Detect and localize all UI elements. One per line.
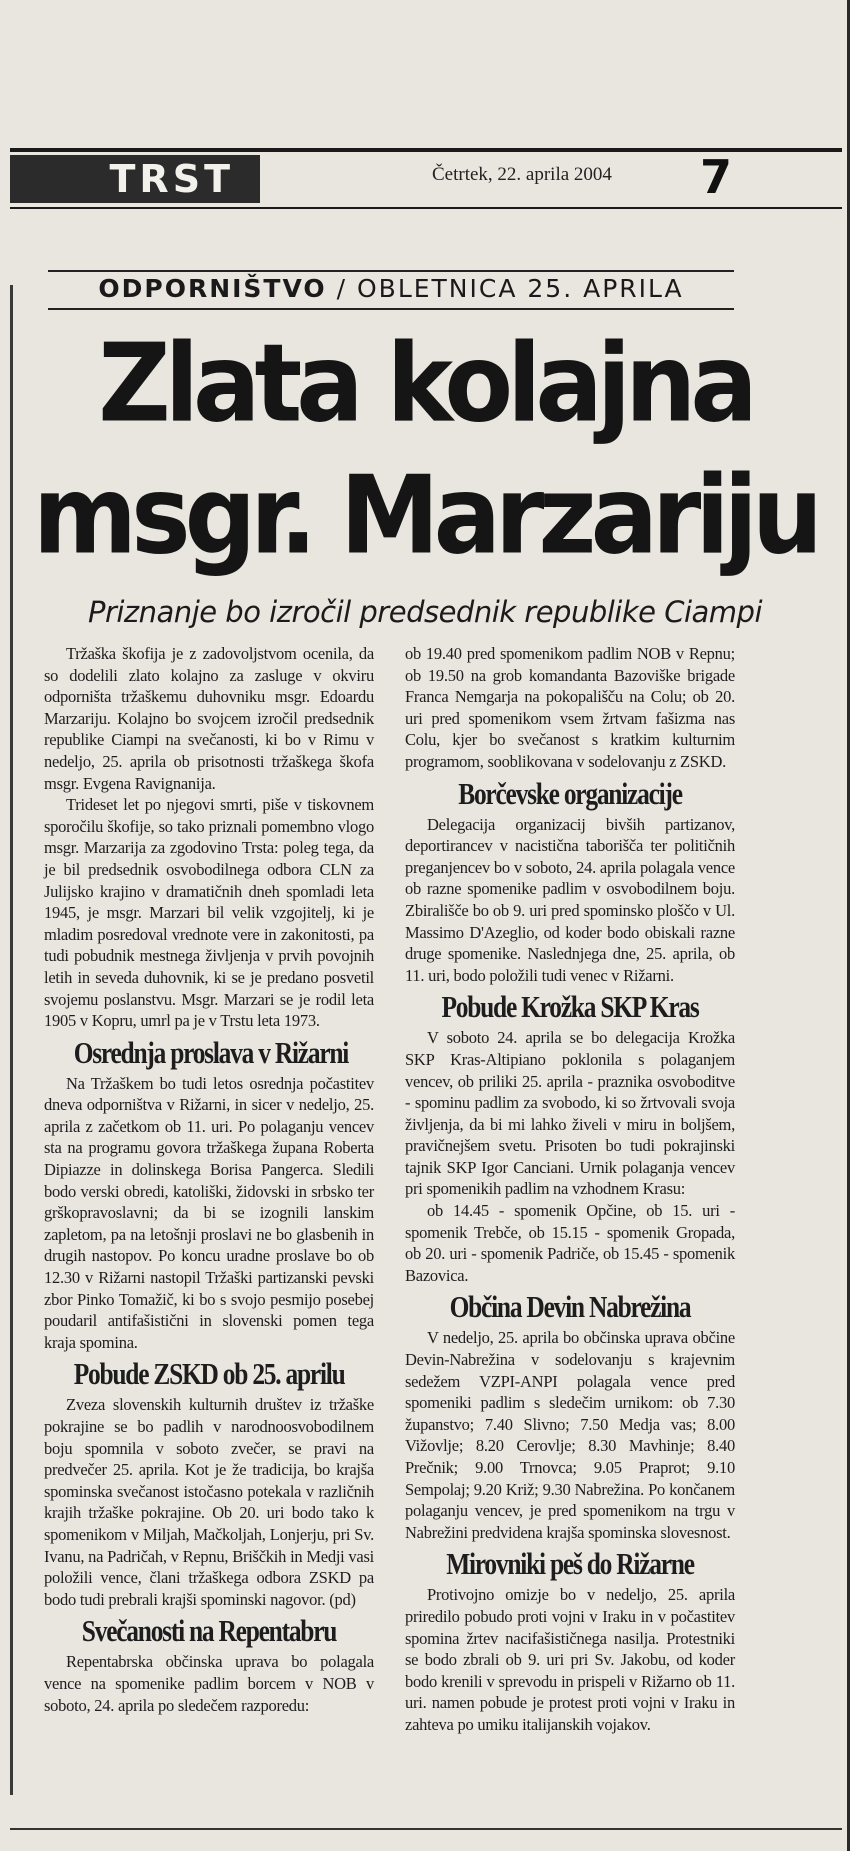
subtitle: Priznanje bo izročil predsednik republike Ciampi — [87, 595, 763, 629]
headline — [20, 318, 830, 582]
paragraph: Zveza slovenskih kulturnih društev iz tržaške pokrajine se bo padlih v narodnoosvobodilnem boju spomnila v soboto zvečer, se pravi na predvečer 25. aprila. Kot je že tradicija, bo krajša spominska svečanost istočasno potekala v različnih krajih tržaške pokrajine. Ob 20. uri bodo tako k spomenikom v Miljah, Mačkoljah, Lonjerju, pri Sv. Ivanu, na Padričah, v Repnu, Briščkih in Medji vasi položili vence, člani tržaškega odbora ZSKD pa bodo tudi prebrali krajši spominski nagovor. (pd) — [44, 1395, 374, 1609]
section-label: TRST — [10, 155, 260, 203]
headline-line-2: msgr. Marzariju — [32, 451, 818, 579]
kicker-bottom-rule — [48, 308, 734, 310]
paragraph: Na Tržaškem bo tudi letos osrednja počastitev dneva odporništva v Rižarni, in sicer v nedeljo, 25. aprila z začetkom ob 11. uri. Po polaganju vencev sta na programu govora tržaškega župana Roberta Dipiazze in dolinskega Borisa Pangerca. Sledili bodo verski obredi, katoliški, židovski in srbsko ter grškopravoslavni; da bi se izognili lanskim zapletom, pa na letošnji proslavi ne bo glasbenih in drugih nastopov. Po koncu uradne proslave bo ob 12.30 v Rižarni nastopil Tržaški partizanski pevski zbor Pinko Tomažič, ki bo s svojo pesmijo posebej poudaril antifašistični in slovenski pomen tega kraja spomina. — [44, 1073, 374, 1352]
paragraph: Trideset let po njegovi smrti, piše v tiskovnem sporočilu škofije, so tako priznali pomembno vlogo msgr. Marzarija za zgodovino Trsta: poleg tega, da je bil predsednik osvobodilnega odbora CLN za Julijsko krajino v dramatičnih dneh spomladi leta 1945, je msgr. Marzari bil velik vzgojitelj, ki je mladim posredoval vrednote vere in zakonitosti, pa tudi pobudnik mestnega življenja v prvih povojnih letih in seveda duhovnik, ki se je predano posvetil svojemu poslanstvu. Msgr. Marzari se je rodil leta 1905 v Kopru, umrl pa je v Trstu leta 1973. — [44, 795, 374, 1031]
masthead-bottom-rule — [10, 207, 842, 209]
kicker-topic: OBLETNICA 25. APRILA — [356, 274, 684, 303]
page-bottom-rule — [10, 1828, 842, 1830]
subheading: Pobude ZSKD ob 25. aprilu — [73, 1356, 345, 1392]
paragraph: Tržaška škofija je z zadovoljstvom ocenila, da so dodelili zlato kolajno za zasluge v okviru odporništa tržaškemu duhovniku msgr. Edoardu Marzariju. Kolajno bo svojcem izročil predsednik republike Ciampi na svečanosti, ki bo v Rimu v nedeljo, 25. aprila ob prisotnosti tržaškega škofa msgr. Evgena Ravignanija. — [44, 644, 374, 793]
kicker-category: ODPORNIŠTVO — [98, 274, 327, 303]
subheading: Osrednja proslava v Rižarni — [73, 1034, 349, 1070]
paragraph: ob 19.40 pred spomenikom padlim NOB v Repnu; ob 19.50 na grob komandanta Bazoviške brigade Franca Nemgarja na pokopališču na Colu; ob 20. uri pred spomenikom vsem žrtvam fašizma nas Colu, kjer bo svečanost s kratkim kulturnim programom, sooblikovana v sodelovanju z ZSKD. — [405, 644, 735, 771]
paragraph: Repentabrska občinska uprava bo polagala vence na spomenike padlim borcem v NOB v soboto, 24. aprila po sledečem razporedu: — [44, 1652, 374, 1715]
subheading: Občina Devin Nabrežina — [449, 1289, 691, 1325]
paragraph: Protivojno omizje bo v nedeljo, 25. aprila priredilo pobudo proti vojni v Iraku in v počastitev spomina žrtev nacifašističnega nasilja. Protestniki se bodo zbrali ob 9. uri pri Sv. Jakobu, od koder bodo krenili v sprevodu in prispeli v Rižarno ob 11. uri. namen pobude je protest proti vojni v Iraku in zahteva po umiku italijanskih vojakov. — [405, 1585, 735, 1734]
issue-date: Četrtek, 22. aprila 2004 — [432, 164, 612, 185]
headline-line-1: Zlata kolajna — [98, 320, 752, 447]
subheading: Pobude Krožka SKP Kras — [441, 989, 699, 1025]
paragraph: ob 14.45 - spomenik Opčine, ob 15. uri - spomenik Trebče, ob 15.15 - spomenik Gropada, ob 20. uri - spomenik Padriče, ob 15.45 - spomenik Bazovica. — [405, 1201, 735, 1285]
kicker-top-rule — [48, 270, 734, 272]
page-edge-left — [10, 285, 13, 1795]
kicker-separator: / — [326, 274, 357, 303]
subheading: Mirovniki peš do Rižarne — [446, 1546, 694, 1582]
paragraph: V nedeljo, 25. aprila bo občinska uprava občine Devin-Nabrežina v sodelovanju s krajevnim sedežem VZPI-ANPI polagala vence pred spomeniki padlim s sledečim urnikom: ob 7.30 županstvo; 7.40 Slivno; 7.50 Medja vas; 8.00 Vižovlje; 8.20 Cerovlje; 8.30 Mavhinje; 8.40 Prečnik; 9.00 Trnovca; 9.05 Praprot; 9.10 Sempolaj; 9.20 Križ; 9.30 Nabrežina. Po končanem polaganju vencev, je pred spomenikom na trgu v Nabrežini predvidena krajša spominska slovesnost. — [405, 1328, 735, 1542]
left-column — [44, 643, 374, 1716]
page-number: 7 — [700, 150, 733, 204]
kicker — [48, 274, 734, 303]
right-column — [405, 643, 735, 1736]
subheading: Svečanosti na Repentabru — [81, 1613, 337, 1649]
paragraph: Delegacija organizacij bivših partizanov, deportirancev v nacistična taborišča ter političnih preganjencev bo v soboto, 24. aprila polagala vence ob razne spomenike padlim v osvobodilnem boju. Zbirališče bo ob 9. uri pred spominsko ploščo v Ul. Massimo D'Azeglio, od koder bodo obiskali razne druge spomenike. Naslednjega dne, 25. aprila, ob 11. uri, bodo položili tudi venec v Rižarni. — [405, 814, 735, 985]
paragraph: V soboto 24. aprila se bo delegacija Krožka SKP Kras-Altipiano poklonila s polaganjem vencev, ob priliki 25. aprila - praznika osvoboditve - spominu padlim za svobodo, ki so žrtvovali svoja življenja, da bi mi lahko živeli v miru in boljšem, pravičnejšem svetu. Prisoten bo tudi pokrajinski tajnik SKP Igor Canciani. Urnik polaganja vencev pri spomenikih padlim na vzhodnem Krasu: — [405, 1028, 735, 1199]
subheading: Borčevske organizacije — [458, 775, 682, 811]
